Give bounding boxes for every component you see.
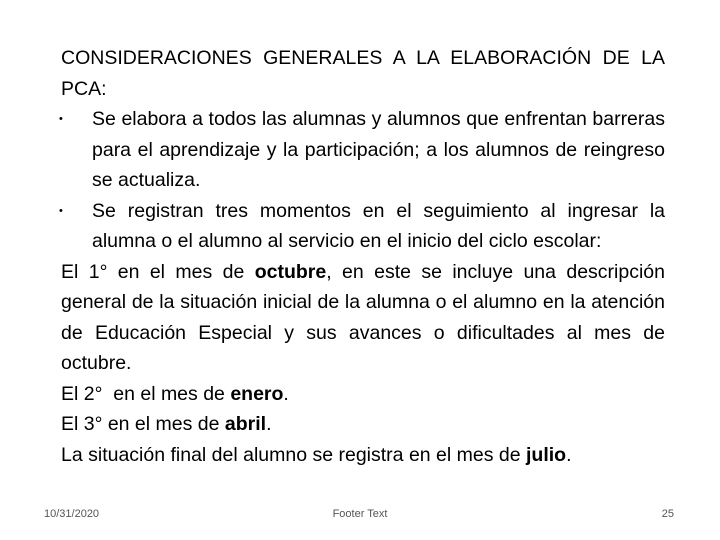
moment-3-paragraph [61, 409, 665, 440]
moment-1-suffix: , en este se incluye una descripción general de la situación inicial de la alumna o el alumno en la atención de Educación Especial y sus avances o dificultades al mes de octubre. [61, 260, 665, 374]
bullet-icon: • [59, 113, 63, 125]
moment-1-month: octubre [254, 260, 327, 283]
bullet-text-1: Se elabora a todos las alumnas y alumnos que enfrentan barreras para el aprendizaje y la participación; a los alumnos de reingreso se actualiza. [92, 108, 665, 191]
moment-2-paragraph [61, 379, 665, 410]
bullet-text-2: Se registran tres momentos en el seguimiento al ingresar la alumna o el alumno al servicio en el inicio del ciclo escolar: [92, 199, 665, 252]
final-suffix: . [566, 443, 572, 466]
moment-1-paragraph [61, 257, 665, 379]
footer-date: 10/31/2020 [44, 508, 100, 520]
final-paragraph [61, 440, 665, 471]
slide-content [61, 43, 665, 470]
page-number: 25 [661, 508, 674, 520]
moment-3-month: abril [224, 413, 267, 435]
moment-2-month: enero [230, 382, 284, 405]
bullet-item-2 [61, 196, 665, 257]
footer-text: Footer Text [332, 508, 388, 520]
final-prefix: La situación final del alumno se registra en el mes de [61, 443, 527, 466]
moment-2-prefix: El 2° en el mes de [61, 382, 231, 405]
moment-3-prefix: El 3° en el mes de [61, 413, 225, 435]
final-month: julio [526, 443, 567, 466]
bullet-icon: • [59, 204, 63, 217]
moment-1-prefix: El 1° en el mes de [61, 260, 255, 283]
slide-heading: CONSIDERACIONES GENERALES A LA ELABORACIÓN DE LA PCA: [61, 47, 665, 100]
bullet-item-1 [61, 104, 665, 196]
moment-3-suffix: . [266, 413, 272, 435]
moment-2-suffix: . [283, 382, 289, 405]
